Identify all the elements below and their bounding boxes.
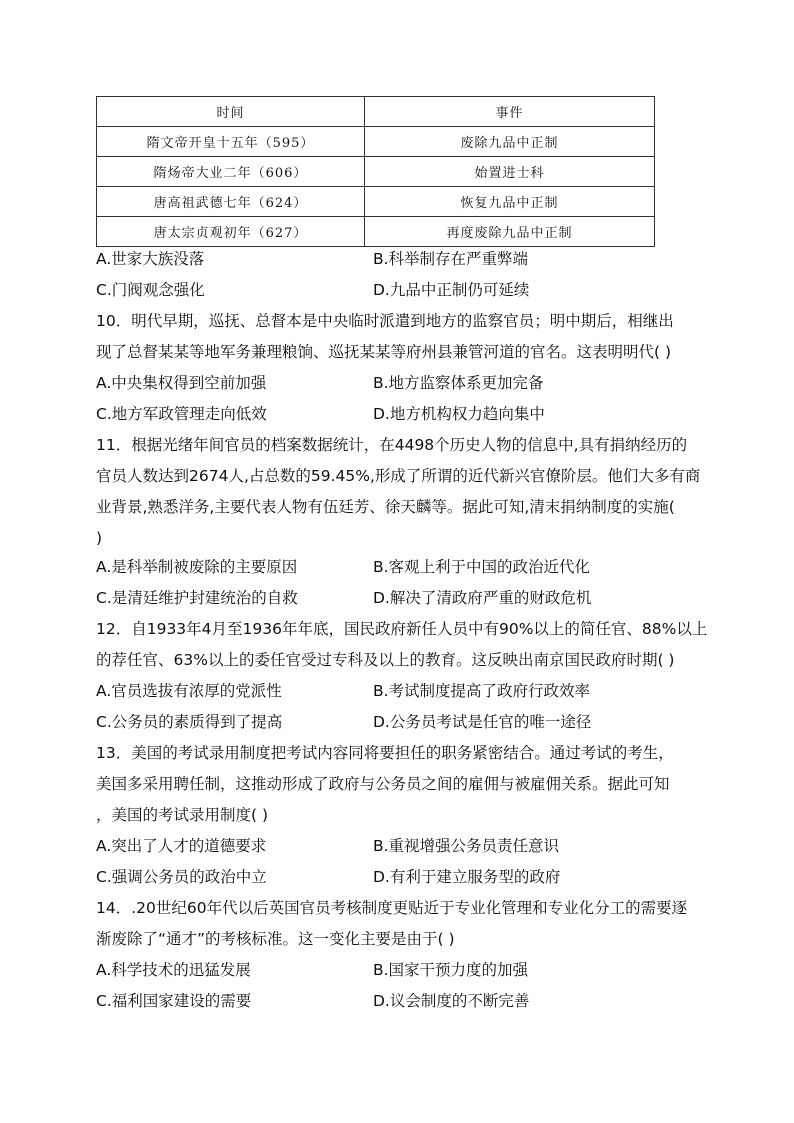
- q14-option-b: B.国家干预力度的加强: [373, 961, 529, 979]
- q14-stem-line: 14．.20世纪60年代以后英国官员考核制度更贴近于专业化管理和专业化分工的需要逐: [96, 899, 688, 917]
- table-row: [97, 127, 655, 157]
- q14-option-a: A.科学技术的迅猛发展: [96, 961, 251, 979]
- header-event: 事件: [365, 97, 655, 127]
- q12-stem-line: 12．自1933年4月至1936年年底，国民政府新任人员中有90%以上的简任官、88%以上: [96, 620, 708, 638]
- table-row: [97, 217, 655, 247]
- q11-option-b: B.客观上利于中国的政治近代化: [373, 558, 591, 576]
- q11-option-d: D.解决了清政府严重的财政危机: [373, 589, 592, 607]
- table-header-row: [97, 97, 655, 127]
- q14-option-d: D.议会制度的不断完善: [373, 992, 530, 1010]
- q10-stem-line: 现了总督某某等地军务兼理粮饷、巡抚某某等府州县兼管河道的官名。这表明明代( ): [96, 343, 672, 361]
- table-row: [97, 187, 655, 217]
- q11-option-c: C.是清廷维护封建统治的自救: [96, 589, 298, 607]
- q14-stem-line: 渐废除了“通才”的考核标准。这一变化主要是由于( ): [96, 930, 455, 948]
- q13-option-c: C.强调公务员的政治中立: [96, 868, 267, 886]
- q11-stem-line: 11．根据光绪年间官员的档案数据统计，在4498个历史人物的信息中,具有捐纳经历的: [96, 436, 688, 454]
- q9-option-c: C.门阀观念强化: [96, 281, 205, 299]
- q13-stem-line: 美国多采用聘任制，这推动形成了政府与公务员之间的雇佣与被雇佣关系。据此可知: [96, 775, 670, 793]
- table-cell-event: 废除九品中正制: [365, 127, 655, 157]
- q9-option-a: A.世家大族没落: [96, 250, 205, 268]
- q10-option-a: A.中央集权得到空前加强: [96, 374, 267, 392]
- q13-option-a: A.突出了人才的道德要求: [96, 837, 267, 855]
- q12-stem-line: 的荐任官、63%以上的委任官受过专科及以上的教育。这反映出南京国民政府时期( ): [96, 651, 675, 669]
- table-cell-event: 始置进士科: [365, 157, 655, 187]
- q9-option-b: B.科举制存在严重弊端: [373, 250, 529, 268]
- q13-stem-line: 13．美国的考试录用制度把考试内容同将要担任的职务紧密结合。通过考试的考生，: [96, 744, 674, 762]
- table-cell-time: 隋炀帝大业二年（606）: [97, 157, 365, 187]
- table-cell-time: 隋文帝开皇十五年（595）: [97, 127, 365, 157]
- q13-option-d: D.有利于建立服务型的政府: [373, 868, 561, 886]
- q11-stem-line: 官员人数达到2674人,占总数的59.45%,形成了所谓的近代新兴官僚阶层。他们大多有商: [96, 467, 701, 485]
- q10-option-b: B.地方监察体系更加完备: [373, 374, 544, 392]
- q12-option-d: D.公务员考试是任官的唯一途径: [373, 713, 592, 731]
- q11-option-a: A.是科举制被废除的主要原因: [96, 558, 298, 576]
- table-cell-time: 唐太宗贞观初年（627）: [97, 217, 365, 247]
- header-time: 时间: [97, 97, 365, 127]
- q10-stem-line: 10．明代早期，巡抚、总督本是中央临时派遣到地方的监察官员；明中期后，相继出: [96, 312, 674, 330]
- q10-option-c: C.地方军政管理走向低效: [96, 405, 267, 423]
- q12-option-b: B.考试制度提高了政府行政效率: [373, 682, 591, 700]
- table-cell-time: 唐高祖武德七年（624）: [97, 187, 365, 217]
- q12-option-c: C.公务员的素质得到了提高: [96, 713, 283, 731]
- q11-stem-line: 业背景,熟悉洋务,主要代表人物有伍廷芳、徐天麟等。据此可知,清末捐纳制度的实施(: [96, 498, 675, 516]
- q10-option-d: D.地方机构权力趋向集中: [373, 405, 545, 423]
- table-cell-event: 再度废除九品中正制: [365, 217, 655, 247]
- q9-option-d: D.九品中正制仍可延续: [373, 281, 530, 299]
- q13-stem-line: ，美国的考试录用制度( ): [96, 806, 269, 824]
- table-cell-event: 恢复九品中正制: [365, 187, 655, 217]
- q12-option-a: A.官员选拔有浓厚的党派性: [96, 682, 282, 700]
- table-row: [97, 157, 655, 187]
- q11-stem-line: ): [96, 529, 103, 547]
- history-events-table: [96, 96, 655, 247]
- q13-option-b: B.重视增强公务员责任意识: [373, 837, 560, 855]
- q14-option-c: C.福利国家建设的需要: [96, 992, 252, 1010]
